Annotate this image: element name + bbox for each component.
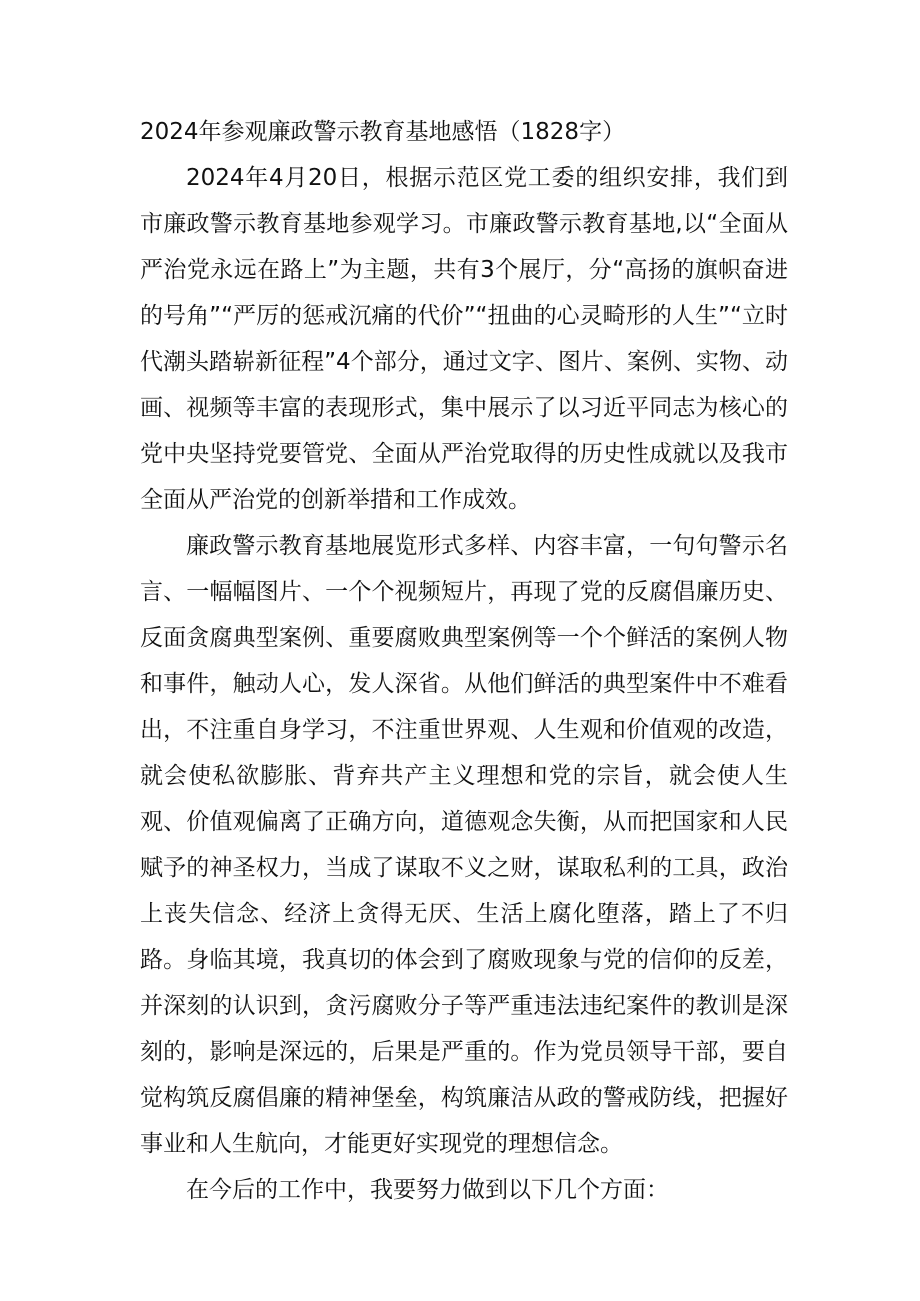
paragraph-reflection: 廉政警示教育基地展览形式多样、内容丰富，一句句警示名言、一幅幅图片、一个个视频短片，再现了党的反腐倡廉历史、反面贪腐典型案例、重要腐败典型案例等一个个鲜活的案例人物和事件，触动人心，发人深省。从他们鲜活的典型案件中不难看出，不注重自身学习，不注重世界观、人生观和价值观的改造，就会使私欲膨胀、背弃共产主义理想和党的宗旨，就会使人生观、价值观偏离了正确方向，道德观念失衡，从而把国家和人民赋予的神圣权力，当成了谋取不义之财，谋取私利的工具，政治上丧失信念、经济上贪得无厌、生活上腐化堕落，踏上了不归路。身临其境，我真切的体会到了腐败现象与党的信仰的反差，并深刻的认识到，贪污腐败分子等严重违法违纪案件的教训是深刻的，影响是深远的，后果是严重的。作为党员领导干部，要自觉构筑反腐倡廉的精神堡垒，构筑廉洁从政的警戒防线，把握好事业和人生航向，才能更好实现党的理想信念。 — [140, 533, 788, 1157]
paragraph-visit-overview: 2024年4月20日，根据示范区党工委的组织安排，我们到市廉政警示教育基地参观学习。市廉政警示教育基地,以“全面从严治党永远在路上”为主题，共有3个展厅，分“高扬的旗帜奋进的号角”“严厉的惩戒沉痛的代价”“扭曲的心灵畸形的人生”“立时代潮头踏崭新征程”4个部分，通过文字、图片、案例、实物、动画、视频等丰富的表现形式，集中展示了以习近平同志为核心的党中央坚持党要管党、全面从严治党取得的历史性成就以及我市全面从严治党的创新举措和工作成效。 — [140, 165, 788, 513]
paragraph-future-work: 在今后的工作中，我要努力做到以下几个方面： — [186, 1177, 669, 1203]
document-title: 2024年参观廉政警示教育基地感悟（1828字） — [140, 119, 626, 145]
document-body — [140, 155, 788, 1213]
